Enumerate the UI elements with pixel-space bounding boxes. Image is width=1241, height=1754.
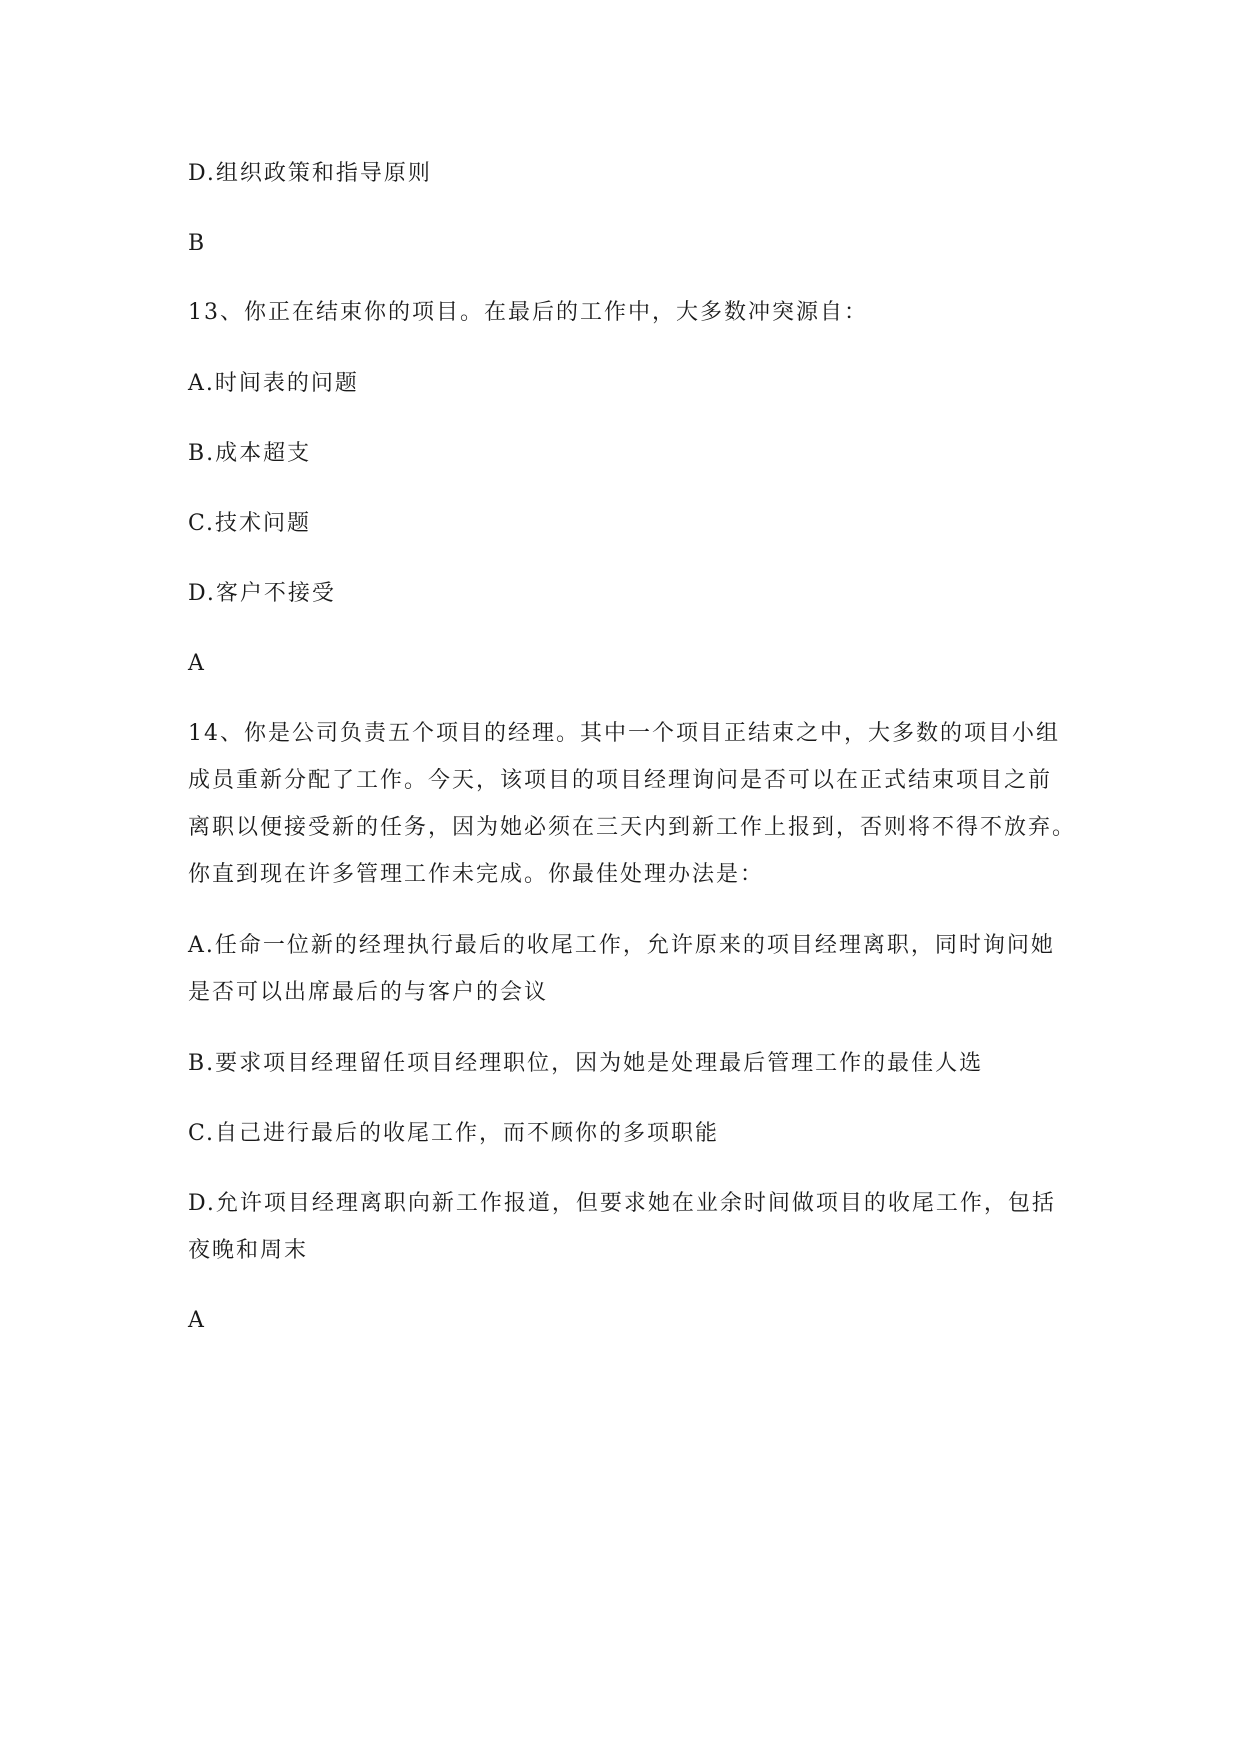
q14-answer: A	[188, 1308, 204, 1333]
q13-option-b: B.成本超支	[188, 441, 312, 466]
q13-option-a: A.时间表的问题	[188, 371, 359, 396]
q13-answer: A	[188, 651, 204, 676]
q12-answer: B	[188, 231, 205, 256]
q14-option-c: C.自己进行最后的收尾工作，而不顾你的多项职能	[188, 1121, 720, 1146]
q14-option-a-line-1: A.任命一位新的经理执行最后的收尾工作，允许原来的项目经理离职，同时询问她	[188, 933, 1055, 958]
q13-option-d: D.客户不接受	[188, 581, 336, 606]
q14-question-line-4: 你直到现在许多管理工作未完成。你最佳处理办法是：	[188, 862, 765, 887]
q14-option-d-line-2: 夜晚和周末	[188, 1238, 309, 1263]
q14-question-line-3: 离职以便接受新的任务，因为她必须在三天内到新工作上报到，否则将不得不放弃。	[188, 815, 1077, 840]
q13-question: 13、你正在结束你的项目。在最后的工作中，大多数冲突源自：	[188, 300, 868, 325]
q14-question-line-2: 成员重新分配了工作。今天，该项目的项目经理询问是否可以在正式结束项目之前	[188, 768, 1053, 793]
q13-option-c: C.技术问题	[188, 511, 312, 536]
q14-option-d-line-1: D.允许项目经理离职向新工作报道，但要求她在业余时间做项目的收尾工作，包括	[188, 1191, 1056, 1216]
q14-option-a-line-2: 是否可以出席最后的与客户的会议	[188, 980, 549, 1005]
q14-question-line-1: 14、你是公司负责五个项目的经理。其中一个项目正结束之中，大多数的项目小组	[188, 721, 1060, 746]
q12-option-d: D.组织政策和指导原则	[188, 161, 432, 186]
q14-option-b: B.要求项目经理留任项目经理职位，因为她是处理最后管理工作的最佳人选	[188, 1051, 984, 1076]
